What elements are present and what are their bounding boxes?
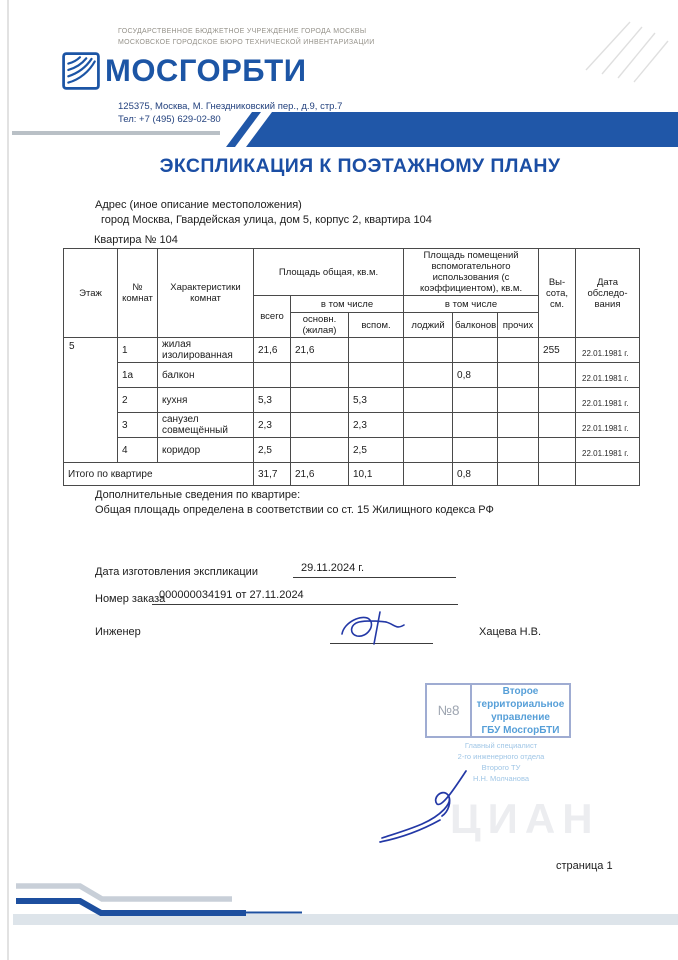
org-line-1: ГОСУДАРСТВЕННОЕ БЮДЖЕТНОЕ УЧРЕЖДЕНИЕ ГОРОДА МОСКВЫ xyxy=(118,28,367,35)
col-header-aux-area-group: Площадь помещений вспомогательного использования (с коэффициентом), кв.м. xyxy=(404,249,539,296)
col-header-other: прочих xyxy=(498,313,539,338)
header-gray-line-decoration xyxy=(12,131,220,135)
order-number-value: 000000034191 от 27.11.2024 xyxy=(152,589,458,605)
scan-streaks-decoration xyxy=(580,14,678,86)
col-header-height: Вы-сота, см. xyxy=(539,249,576,338)
explication-date-value: 29.11.2024 г. xyxy=(293,562,456,578)
col-header-loggias: лоджий xyxy=(404,313,453,338)
col-header-characteristics: Характеристики комнат xyxy=(158,249,254,338)
table-row: 1а балкон 0,8 22.01.1981 г. xyxy=(64,363,640,388)
apartment-number: Квартира № 104 xyxy=(94,234,178,246)
col-header-including-2: в том числе xyxy=(404,296,539,313)
col-header-floor: Этаж xyxy=(64,249,118,338)
explication-table xyxy=(63,248,640,486)
wave-logo-icon xyxy=(62,52,100,90)
col-header-including-1: в том числе xyxy=(291,296,404,313)
stamp-org-text: Второе территориальное управление ГБУ МосгорБТИ xyxy=(476,685,565,736)
watermark-text: ЦИАН xyxy=(450,795,600,842)
col-header-main-living: основн. (жилая) xyxy=(291,313,349,338)
col-header-aux: вспом. xyxy=(349,313,404,338)
stamp-box xyxy=(425,683,571,738)
col-header-room-no: № комнат xyxy=(118,249,158,338)
table-row: 5 1 жилая изолированная 21,6 21,6 255 22.01.1981 г. xyxy=(64,338,640,363)
header-blue-band-decoration xyxy=(0,105,678,155)
order-number-label: Номер заказа xyxy=(95,593,166,605)
table-row: 4 коридор 2,5 2,5 22.01.1981 г. xyxy=(64,438,640,463)
stamp-specialist-text: Главный специалист 2-го инженерного отдела Второго ТУ Н.Н. Молчанова xyxy=(457,741,545,783)
logo-wordmark: МОСГОРБТИ xyxy=(105,52,307,89)
specialist-signature xyxy=(378,768,493,848)
total-label: Итого по квартире xyxy=(64,463,254,486)
explication-date-label: Дата изготовления экспликации xyxy=(95,566,258,578)
additional-info-text: Общая площадь определена в соответствии со ст. 15 Жилищного кодекса РФ xyxy=(95,504,494,516)
col-header-date: Дата обследо-вания xyxy=(576,249,640,338)
col-header-vsego: всего xyxy=(254,296,291,338)
org-header xyxy=(118,27,375,48)
logo xyxy=(62,52,307,90)
page-title: ЭКСПЛИКАЦИЯ К ПОЭТАЖНОМУ ПЛАНУ xyxy=(159,155,561,177)
footer-swoosh-decoration xyxy=(0,878,678,940)
org-address: 125375, Москва, М. Гнездниковский пер., д.9, стр.7 xyxy=(118,101,343,112)
engineer-name: Хацева Н.В. xyxy=(479,626,542,638)
col-header-total-area-group: Площадь общая, кв.м. xyxy=(254,249,404,296)
table-total-row: Итого по квартире 31,7 21,6 10,1 0,8 xyxy=(64,463,640,486)
additional-info-label: Дополнительные сведения по квартире: xyxy=(95,489,301,501)
org-line-2: МОСКОВСКОЕ ГОРОДСКОЕ БЮРО ТЕХНИЧЕСКОЙ ИНВЕНТАРИЗАЦИИ xyxy=(118,38,375,46)
engineer-label: Инженер xyxy=(95,626,141,638)
page-number: страница 1 xyxy=(556,860,613,872)
col-header-balconies: балконов xyxy=(453,313,498,338)
address-value: город Москва, Гвардейская улица, дом 5, корпус 2, квартира 104 xyxy=(101,214,432,226)
cell-floor: 5 xyxy=(64,338,118,463)
table-row: 2 кухня 5,3 5,3 22.01.1981 г. xyxy=(64,388,640,413)
stamp-number: №8 xyxy=(427,685,472,736)
engineer-signature xyxy=(336,608,426,648)
address-label: Адрес (иное описание местоположения) xyxy=(95,199,302,211)
org-phone: Тел: +7 (495) 629-02-80 xyxy=(118,114,221,125)
table-row: 3 санузел совмещённый 2,3 2,3 22.01.1981 г. xyxy=(64,413,640,438)
